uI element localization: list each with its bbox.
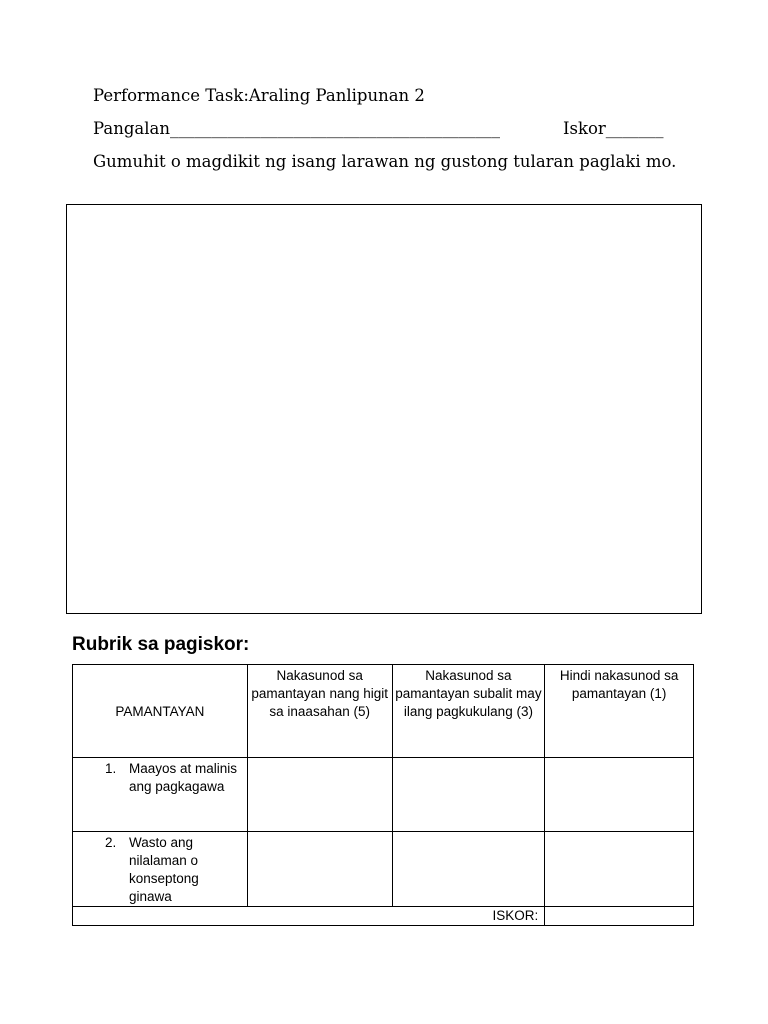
rubric-header-row — [73, 665, 694, 758]
score-cell[interactable] — [392, 758, 545, 832]
column-header-score-3: Nakasunod sa pamantayan subalit may ilang pagkukulang (3) — [392, 665, 545, 758]
table-row — [73, 758, 694, 832]
drawing-area-box[interactable] — [66, 204, 702, 614]
criterion-text: Wasto ang nilalaman o konseptong ginawa — [129, 835, 199, 904]
score-cell[interactable] — [392, 832, 545, 907]
column-header-score-1: Hindi nakasunod sa pamantayan (1) — [545, 665, 694, 758]
rubric-table — [72, 664, 694, 926]
score-cell[interactable] — [247, 832, 392, 907]
criterion-number: 2. — [105, 835, 117, 850]
total-score-cell[interactable] — [545, 907, 694, 926]
table-row — [73, 832, 694, 907]
score-cell[interactable] — [545, 758, 694, 832]
score-field-line[interactable]: Iskor_______ — [563, 119, 664, 138]
criterion-number: 1. — [105, 761, 117, 776]
score-cell[interactable] — [545, 832, 694, 907]
total-score-label: ISKOR: — [73, 907, 545, 926]
column-header-pamantayan: PAMANTAYAN — [73, 665, 248, 758]
column-header-score-5: Nakasunod sa pamantayan nang higit sa inaasahan (5) — [247, 665, 392, 758]
name-field-line[interactable]: Pangalan________________________________________ — [93, 119, 500, 138]
criterion-cell — [73, 832, 248, 907]
rubric-heading: Rubrik sa pagiskor: — [72, 634, 250, 655]
criterion-cell — [73, 758, 248, 832]
total-score-row — [73, 907, 694, 926]
criterion-text: Maayos at malinis ang pagkagawa — [129, 761, 238, 794]
score-cell[interactable] — [247, 758, 392, 832]
worksheet-title: Performance Task:Araling Panlipunan 2 — [93, 86, 425, 105]
instruction-text: Gumuhit o magdikit ng isang larawan ng gustong tularan paglaki mo. — [93, 152, 677, 171]
